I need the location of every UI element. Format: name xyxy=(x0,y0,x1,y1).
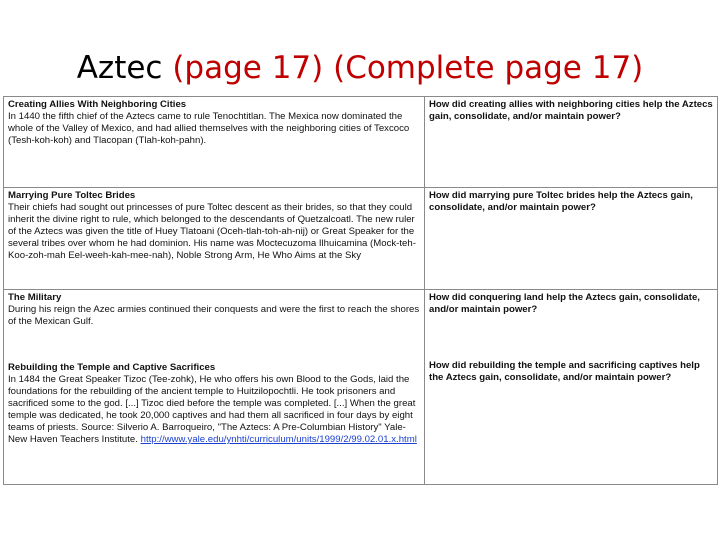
section-title: Rebuilding the Temple and Captive Sacrifices xyxy=(8,362,216,373)
section-body: Their chiefs had sought out princesses of pure Toltec descent as their brides, so that they could inherit the divine right to rule, which belonged to the descendants of Quetzalcoatl. The new ruler of the Aztecs was given the title of Huey Tlatoani (Oceh-tlah-toh-ah-nij) or Great Speaker for the several tribes over whom he had dominion. His name was Moctecuzoma Ilhuicamina (Mock-teh-Koo-zoh-mah Eel-weeh-kah-mee-nah), Noble Strong Arm, He Who Aims at the Sky xyxy=(8,202,416,261)
source-citation: Source: Silverio A. Barroqueiro, "The Aztecs: A Pre-Columbian History" Yale-New Haven Teachers Institute. xyxy=(8,422,406,445)
question-cell[interactable] xyxy=(425,97,718,188)
question-cell[interactable] xyxy=(425,188,718,290)
table-row xyxy=(4,97,718,188)
question-text: How did conquering land help the Aztecs gain, consolidate, and/or maintain power? xyxy=(429,292,700,315)
slide-title-accent: (page 17) (Complete page 17) xyxy=(172,50,644,86)
section-title: Marrying Pure Toltec Brides xyxy=(8,190,136,201)
worksheet-table xyxy=(3,96,718,485)
source-link[interactable]: http://www.yale.edu/ynhti/curriculum/units/1999/2/99.02.01.x.html xyxy=(140,434,417,445)
section-body: In 1484 the Great Speaker Tizoc (Tee-zohk), He who offers his own Blood to the Gods, laid the foundations for the rebuilding of the ancient temple to Huitzilopochtli. He took prisoners and sacrificed some to the god. [...] Tizoc died before the temple was completed. [...] When the great temple was dedicated, he took 20,000 captives and had them all sacrificed in four days by eight teams of priests. xyxy=(8,374,416,433)
section-title: The Military xyxy=(8,292,62,303)
section-spacer xyxy=(8,328,420,362)
question-spacer xyxy=(429,316,713,360)
question-cell[interactable] xyxy=(425,290,718,485)
slide-title xyxy=(0,44,720,92)
reading-cell xyxy=(4,188,425,290)
section-body: In 1440 the fifth chief of the Aztecs came to rule Tenochtitlan. The Mexica now dominated the whole of the Valley of Mexico, and had allied themselves with the neighboring cities of Texcoco (Tesh-koh-koh) and Tlacopan (Tlah-koh-pahn). xyxy=(8,111,410,146)
table-row xyxy=(4,188,718,290)
table-row xyxy=(4,290,718,485)
question-text: How did marrying pure Toltec brides help the Aztecs gain, consolidate, and/or maintain power? xyxy=(429,190,693,213)
question-text: How did rebuilding the temple and sacrificing captives help the Aztecs gain, consolidate, and/or maintain power? xyxy=(429,360,700,383)
reading-cell xyxy=(4,290,425,485)
question-text: How did creating allies with neighboring cities help the Aztecs gain, consolidate, and/or maintain power? xyxy=(429,99,713,122)
slide-title-main: Aztec xyxy=(76,50,163,86)
reading-cell xyxy=(4,97,425,188)
section-body: During his reign the Azec armies continued their conquests and were the first to reach the shores of the Mexican Gulf. xyxy=(8,304,420,327)
section-title: Creating Allies With Neighboring Cities xyxy=(8,99,187,110)
